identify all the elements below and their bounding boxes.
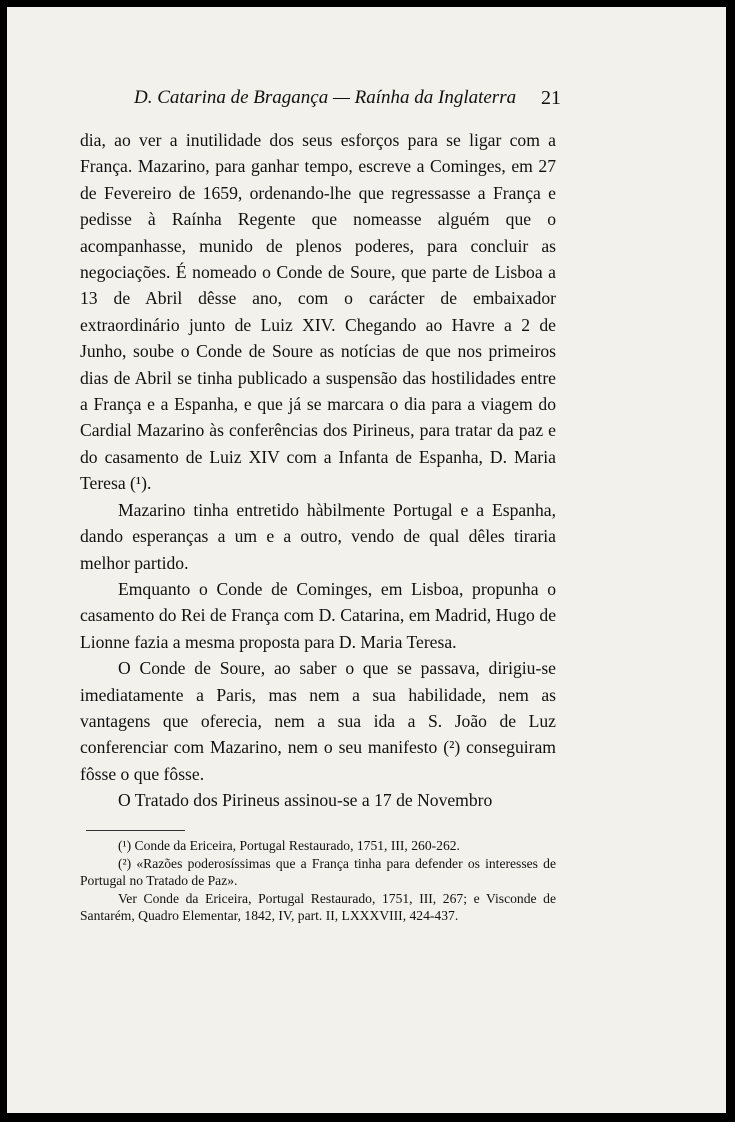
body-text — [80, 127, 556, 814]
footnote-2-continued: Ver Conde da Ericeira, Portugal Restaurado, 1751, III, 267; e Visconde de Santarém, Quadro Elementar, 1842, IV, part. II, LXXXVIII, 424-437. — [80, 890, 556, 923]
footnote-rule — [86, 830, 185, 831]
paragraph-3: Emquanto o Conde de Cominges, em Lisboa, propunha o casamento do Rei de França com D. Catarina, em Madrid, Hugo de Lionne fazia a mesma proposta para D. Maria Teresa. — [80, 578, 556, 652]
footnote-2: (²) «Razões poderosíssimas que a França tinha para defender os interesses de Portugal no Tratado de Paz». — [80, 855, 556, 888]
paragraph-2: Mazarino tinha entretido hàbilmente Portugal e a Espanha, dando esperanças a um e a outro, vendo de qual dêles tiraria melhor partido. — [80, 499, 556, 573]
paragraph-4: O Conde de Soure, ao saber o que se passava, dirigiu-se imediatamente a Paris, mas nem a sua habilidade, nem as vantagens que oferecia, nem a sua ida a S. João de Luz conferenciar com Mazarino, nem o seu manifesto (²) conseguiram fôsse o que fôsse. — [80, 658, 556, 784]
footnotes — [80, 837, 556, 925]
page-number: 21 — [541, 87, 561, 109]
book-page — [7, 7, 726, 1113]
running-title: D. Catarina de Bragança — Raínha da Inglaterra — [134, 87, 517, 108]
paragraph-5: O Tratado dos Pirineus assinou-se a 17 de Novembro — [118, 790, 493, 811]
footnote-1: (¹) Conde da Ericeira, Portugal Restaurado, 1751, III, 260-262. — [118, 838, 460, 853]
paragraph-1: dia, ao ver a inutilidade dos seus esforços para se ligar com a França. Mazarino, para ganhar tempo, escreve a Cominges, em 27 de Fevereiro de 1659, ordenando-lhe que regressasse a França e pedisse à Raínha Regente que nomeasse alguém que o acompanhasse, munido de plenos poderes, para concluir as negociações. É nomeado o Conde de Soure, que parte de Lisboa a 13 de Abril dêsse ano, com o carácter de embaixador extraordinário junto de Luiz XIV. Chegando ao Havre a 2 de Junho, soube o Conde de Soure as notícias de que nos primeiros dias de Abril se tinha publicado a suspensão das hostilidades entre a França e a Espanha, e que já se marcara o dia para a viagem do Cardial Mazarino às conferências dos Pirineus, para tratar da paz e do casamento de Luiz XIV com a Infanta de Espanha, D. Maria Teresa (¹). — [80, 130, 556, 494]
running-header — [134, 87, 561, 111]
